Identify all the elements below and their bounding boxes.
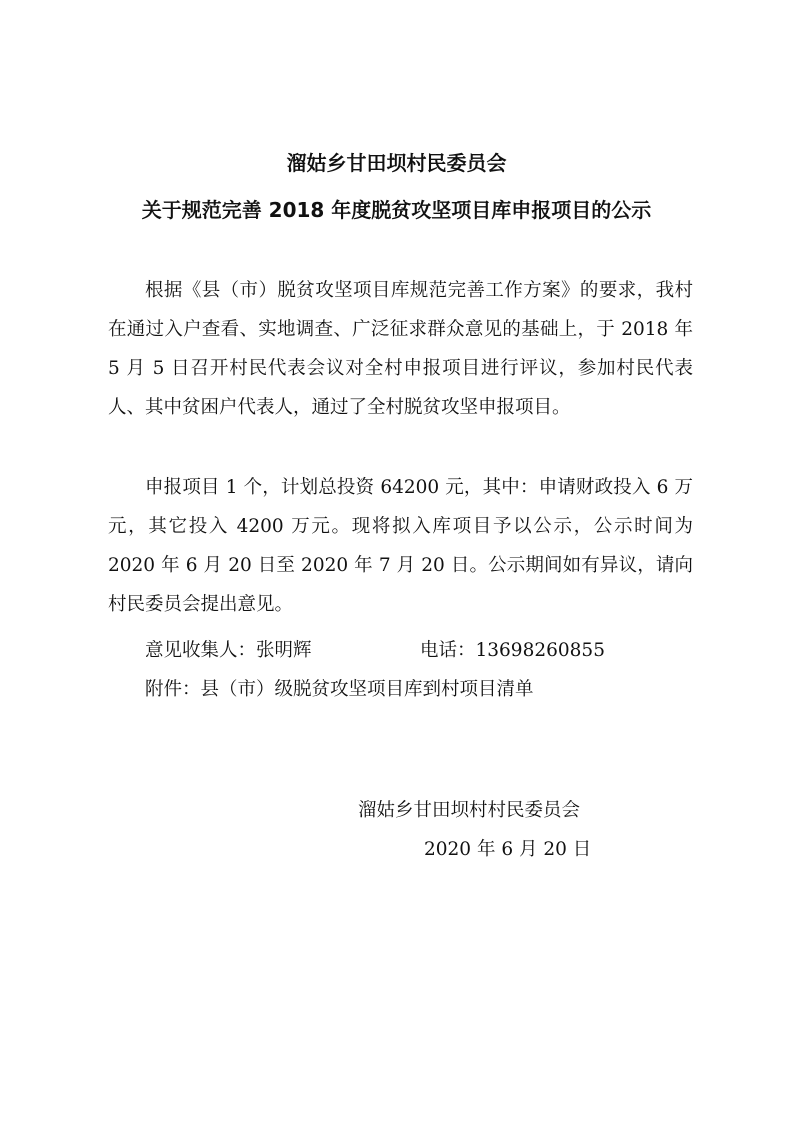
document-title-line1: 溜姑乡甘田坝村民委员会 (286, 151, 507, 175)
signature-date: 2020 年 6 月 20 日 (424, 839, 592, 860)
attachment-note: 附件：县（市）级脱贫攻坚项目库到村项目清单 (145, 679, 534, 700)
body-paragraph-2: 申报项目 1 个，计划总投资 64200 元，其中：申请财政投入 6 万元，其它投入 4200 万元。现将拟入库项目予以公示，公示时间为 2020 年 6 月 20 日至 2020 年 7 月 20 日。公示期间如有异议，请向村民委员会提出意见。 (108, 477, 693, 615)
contact-phone: 电话：13698260855 (420, 640, 605, 661)
signature-organization: 溜姑乡甘田坝村村民委员会 (358, 800, 581, 821)
document-title-line2: 关于规范完善 2018 年度脱贫攻坚项目库申报项目的公示 (141, 198, 652, 222)
opinion-collector: 意见收集人：张明辉 (145, 640, 312, 661)
body-paragraph-1: 根据《县（市）脱贫攻坚项目库规范完善工作方案》的要求，我村在通过入户查看、实地调查、广泛征求群众意见的基础上，于 2018 年 5 月 5 日召开村民代表会议对全村申报项目进行评议，参加村民代表人、其中贫困户代表人，通过了全村脱贫攻坚申报项目。 (108, 280, 693, 418)
